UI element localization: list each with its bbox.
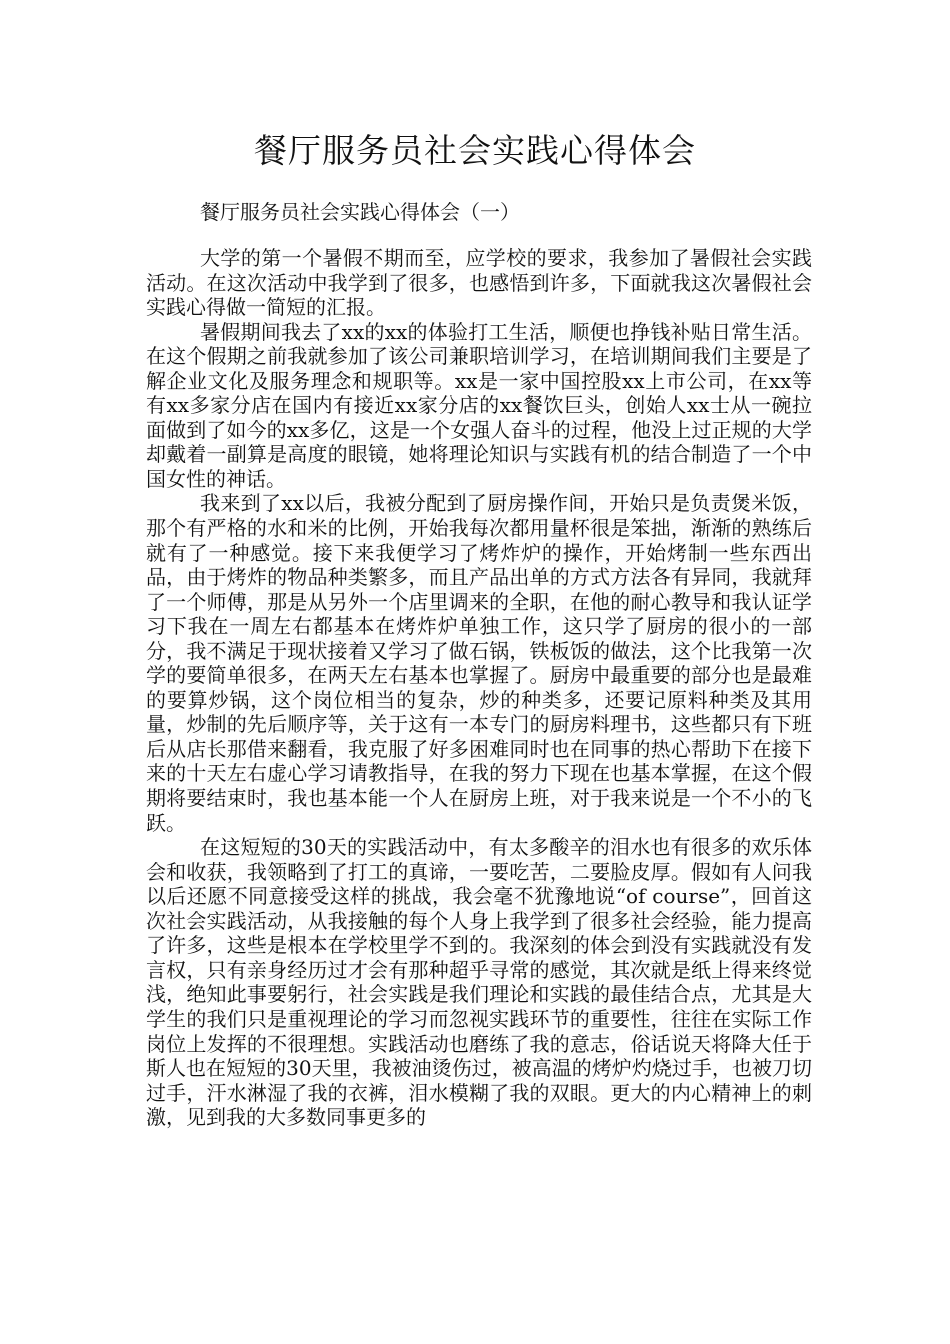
paragraph-3: 我来到了xx以后，我被分配到了厨房操作间，开始只是负责煲米饭，那个有严格的水和米的比例，开始我每次都用量杯很是笨拙，渐渐的熟练后就有了一种感觉。接下来我便学习了烤炸炉的操作，开始烤制一些东西出品，由于烤炸的物品种类繁多，而且产品出单的方式方法各有异同，我就拜了一个师傅，那是从另外一个店里调来的全职，在他的耐心教导和我认证学习下我在一周左右都基本在烤炸炉单独工作，这只学了厨房的很小的一部分，我不满足于现状接着又学习了做石锅，铁板饭的做法，这个比我第一次学的要简单很多，在两天左右基本也掌握了。厨房中最重要的部分也是最难的要算炒锅，这个岗位相当的复杂，炒的种类多，还要记原料种类及其用量，炒制的先后顺序等，关于这有一本专门的厨房料理书，这些都只有下班后从店长那借来翻看，我克服了好多困难同时也在同事的热心帮助下在接下来的十天左右虚心学习请教指导，在我的努力下现在也基本掌握，在这个假期将要结束时，我也基本能一个人在厨房上班，对于我来说是一个不小的飞跃。	[146, 491, 812, 835]
document-body	[146, 246, 812, 1130]
paragraph-2: 暑假期间我去了xx的xx的体验打工生活，顺便也挣钱补贴日常生活。在这个假期之前我就参加了该公司兼职培训学习，在培训期间我们主要是了解企业文化及服务理念和规职等。xx是一家中国控股xx上市公司，在xx等有xx多家分店在国内有接近xx家分店的xx餐饮巨头，创始人xx士从一碗拉面做到了如今的xx多亿，这是一个女强人奋斗的过程，他没上过正规的大学却戴着一副算是高度的眼镜，她将理论知识与实践有机的结合制造了一个中国女性的神话。	[146, 319, 812, 491]
paragraph-4: 在这短短的30天的实践活动中，有太多酸辛的泪水也有很多的欢乐体会和收获，我领略到了打工的真谛，一要吃苦，二要脸皮厚。假如有人问我以后还愿不同意接受这样的挑战，我会毫不犹豫地说“of course”，回首这次社会实践活动，从我接触的每个人身上我学到了很多社会经验，能力提高了许多，这些是根本在学校里学不到的。我深刻的体会到没有实践就没有发言权，只有亲身经历过才会有那种超乎寻常的感觉，其次就是纸上得来终觉浅，绝知此事要躬行，社会实践是我们理论和实践的最佳结合点，尤其是大学生的我们只是重视理论的学习而忽视实践环节的重要性，往往在实际工作岗位上发挥的不很理想。实践活动也磨练了我的意志，俗话说天将降大任于斯人也在短短的30天里，我被油烫伤过，被高温的烤炉灼烧过手，也被刀切过手，汗水淋湿了我的衣裤，泪水模糊了我的双眼。更大的内心精神上的刺激，见到我的大多数同事更多的	[146, 835, 812, 1130]
paragraph-1: 大学的第一个暑假不期而至，应学校的要求，我参加了暑假社会实践活动。在这次活动中我学到了很多，也感悟到许多，下面就我这次暑假社会实践心得做一简短的汇报。	[146, 246, 812, 320]
document-title: 餐厅服务员社会实践心得体会	[254, 131, 696, 170]
document-subtitle: 餐厅服务员社会实践心得体会（一）	[200, 200, 520, 224]
